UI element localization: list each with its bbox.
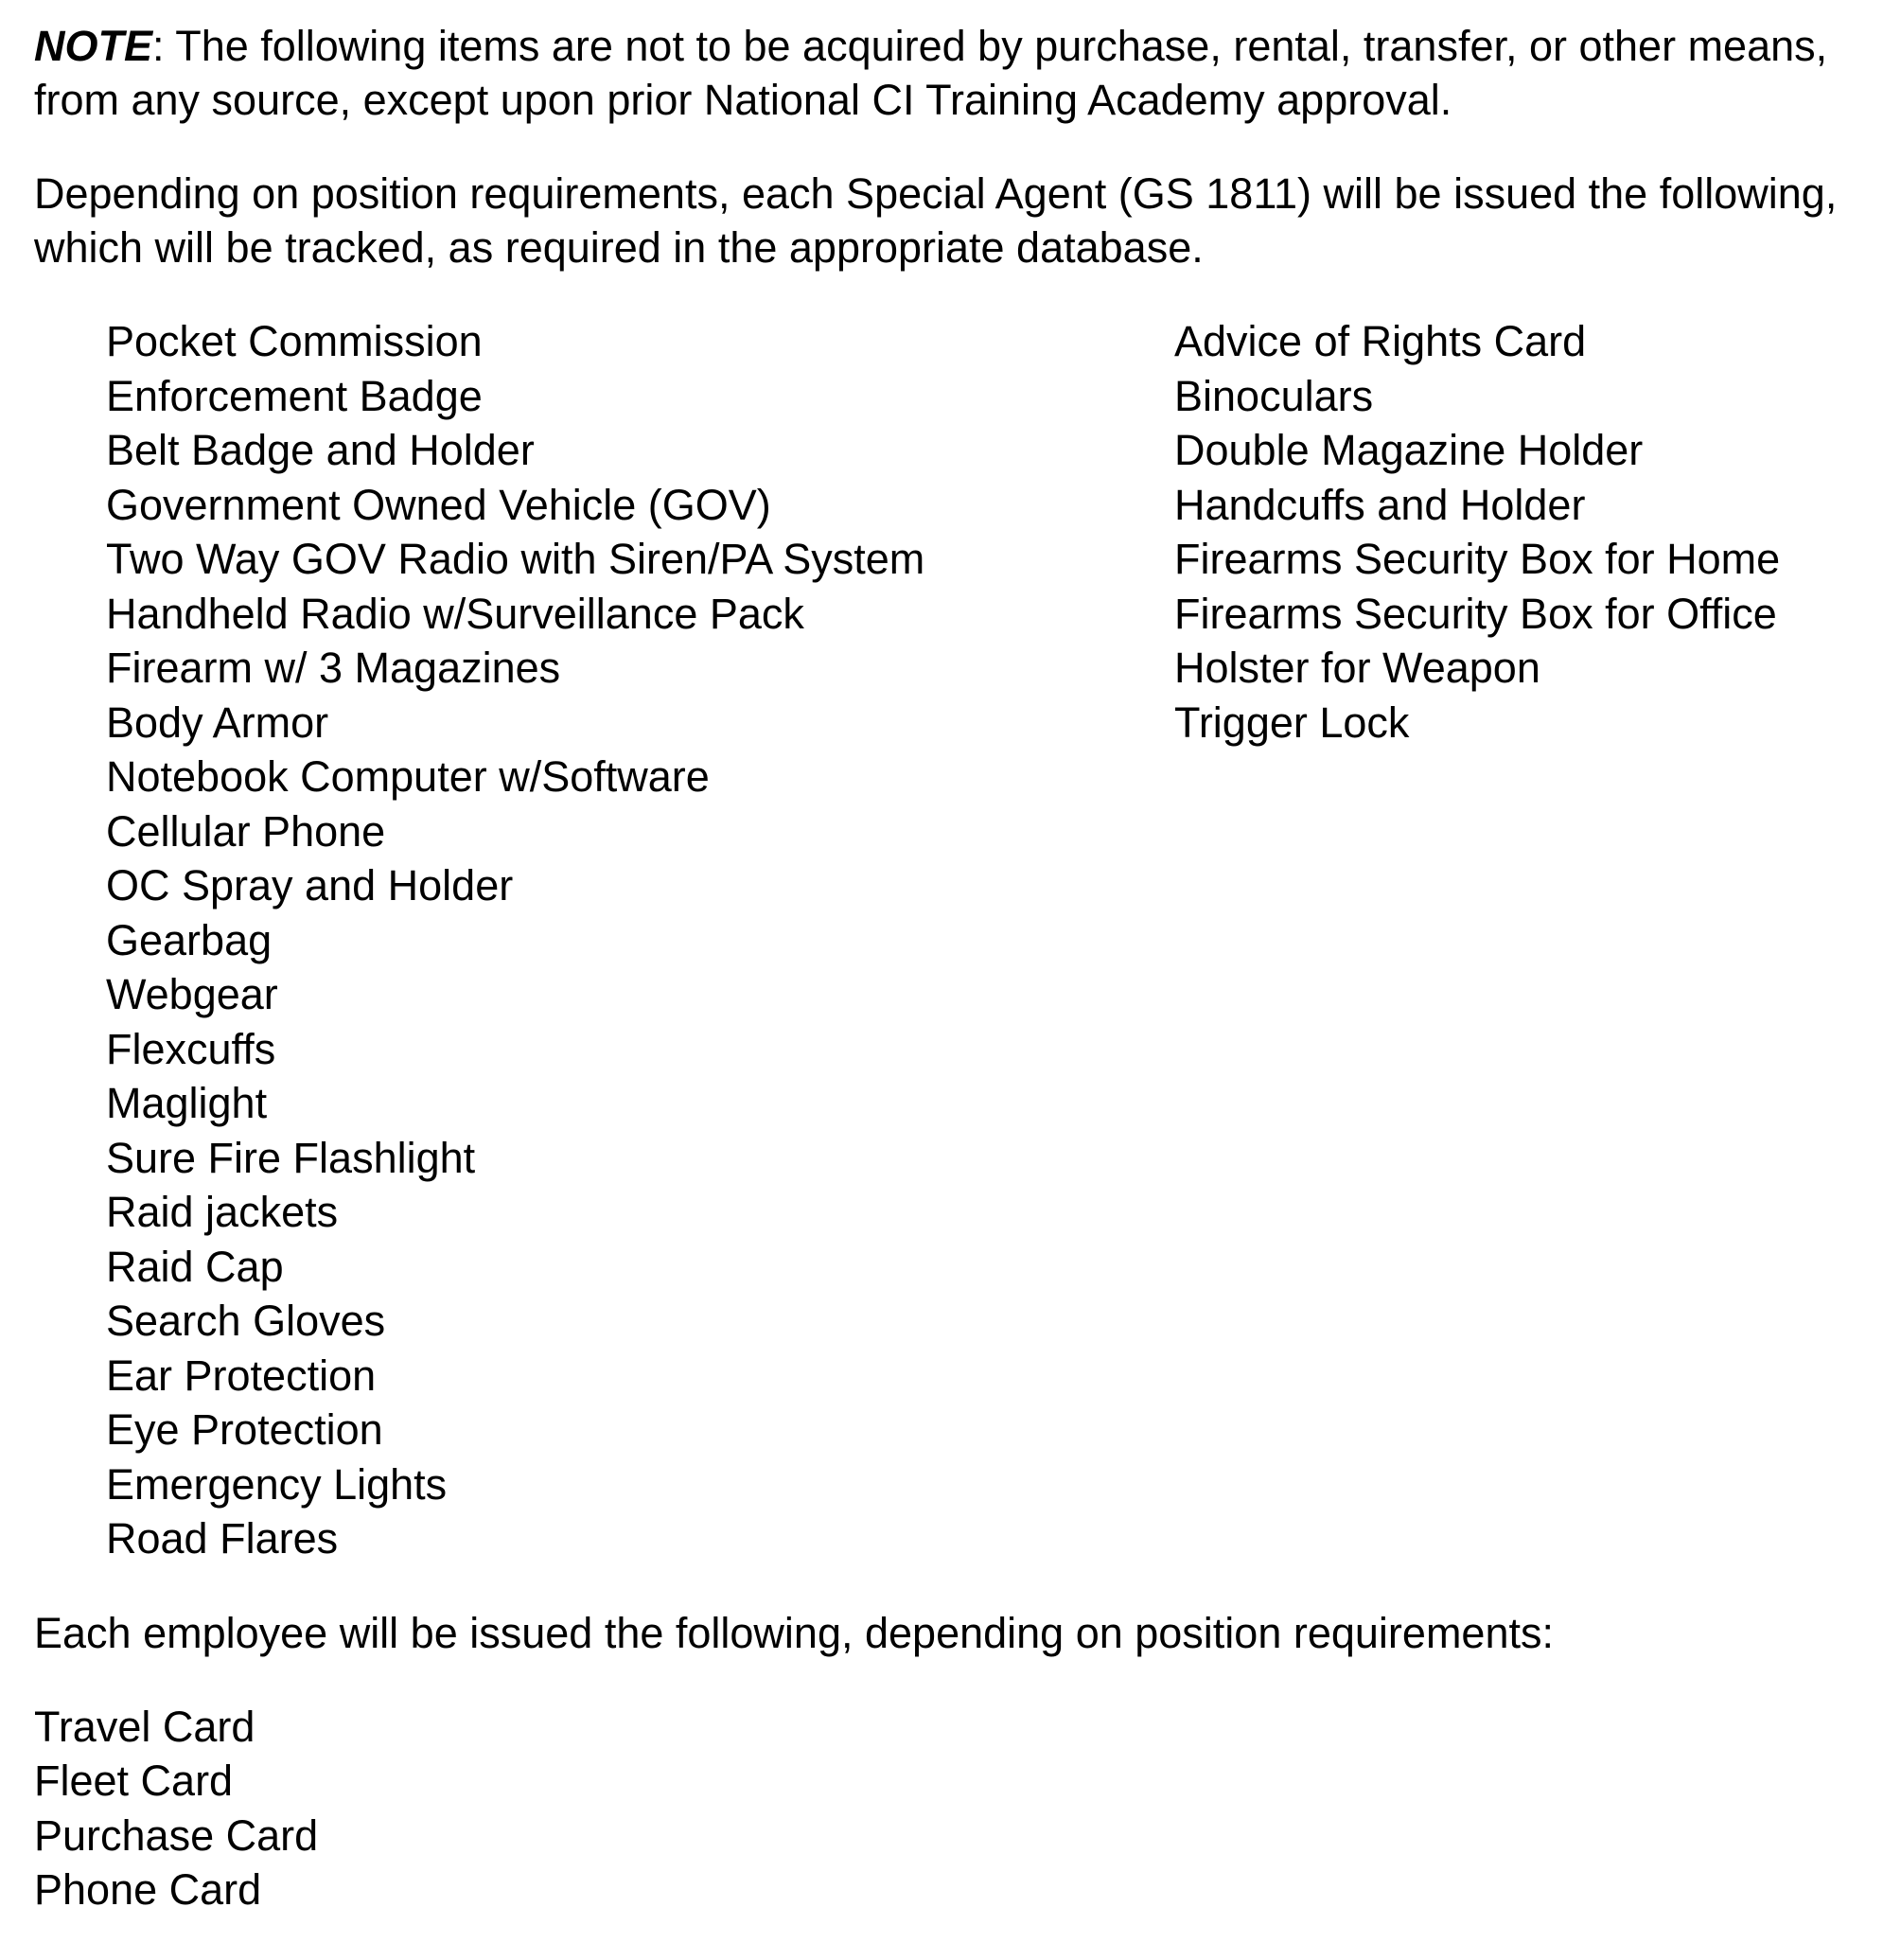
list-item: Two Way GOV Radio with Siren/PA System bbox=[106, 535, 925, 583]
list-item: Raid jackets bbox=[106, 1188, 339, 1236]
list-item: Advice of Rights Card bbox=[1174, 317, 1587, 365]
list-item: Gearbag bbox=[106, 915, 273, 964]
list-item: Search Gloves bbox=[106, 1297, 386, 1345]
employee-items bbox=[34, 1700, 1870, 1917]
list-item: Maglight bbox=[106, 1079, 268, 1127]
list-item: Double Magazine Holder bbox=[1174, 426, 1644, 474]
list-item: Handheld Radio w/Surveillance Pack bbox=[106, 589, 804, 638]
note-paragraph bbox=[34, 19, 1870, 127]
list-item: Purchase Card bbox=[34, 1810, 319, 1860]
list-item: Handcuffs and Holder bbox=[1174, 480, 1586, 529]
list-item: Sure Fire Flashlight bbox=[106, 1133, 476, 1182]
list-item: OC Spray and Holder bbox=[106, 861, 514, 909]
special-agent-items-left bbox=[106, 314, 924, 750]
list-item: Webgear bbox=[106, 970, 278, 1018]
special-agent-items-more bbox=[106, 750, 1870, 1566]
list-item: Flexcuffs bbox=[106, 1024, 276, 1073]
note-text: : The following items are not to be acquired by purchase, rental, transfer, or other means, from any source, except upon prior National CI Training Academy approval. bbox=[34, 22, 1828, 124]
list-item: Firearm w/ 3 Magazines bbox=[106, 644, 561, 692]
list-item: Cellular Phone bbox=[106, 806, 386, 856]
list-item: Firearms Security Box for Home bbox=[1174, 535, 1781, 583]
special-agent-items-columns bbox=[34, 314, 1870, 750]
special-agent-items-right bbox=[1174, 314, 1780, 750]
list-item: Holster for Weapon bbox=[1174, 644, 1540, 692]
list-item: Travel Card bbox=[34, 1702, 255, 1751]
special-agent-intro: Depending on position requirements, each Special Agent (GS 1811) will be issued the following, which will be tracked, as required in the appropriate database. bbox=[34, 169, 1838, 272]
list-item: Ear Protection bbox=[106, 1351, 377, 1400]
list-item: Road Flares bbox=[106, 1514, 339, 1563]
list-item: Trigger Lock bbox=[1174, 697, 1410, 747]
list-item: Emergency Lights bbox=[106, 1459, 448, 1509]
list-item: Notebook Computer w/Software bbox=[106, 752, 710, 801]
list-item: Eye Protection bbox=[106, 1405, 383, 1454]
list-item: Raid Cap bbox=[106, 1242, 284, 1291]
list-item: Pocket Commission bbox=[106, 317, 483, 365]
list-item: Firearms Security Box for Office bbox=[1174, 589, 1777, 638]
note-label: NOTE bbox=[34, 22, 153, 70]
list-item: Phone Card bbox=[34, 1865, 262, 1914]
list-item: Fleet Card bbox=[34, 1757, 234, 1805]
list-item: Body Armor bbox=[106, 697, 329, 747]
list-item: Enforcement Badge bbox=[106, 371, 483, 420]
list-item: Binoculars bbox=[1174, 371, 1374, 420]
list-item: Belt Badge and Holder bbox=[106, 426, 535, 474]
employee-intro: Each employee will be issued the following, depending on position requirements: bbox=[34, 1608, 1554, 1657]
document-page bbox=[34, 19, 1870, 1917]
list-item: Government Owned Vehicle (GOV) bbox=[106, 480, 771, 529]
